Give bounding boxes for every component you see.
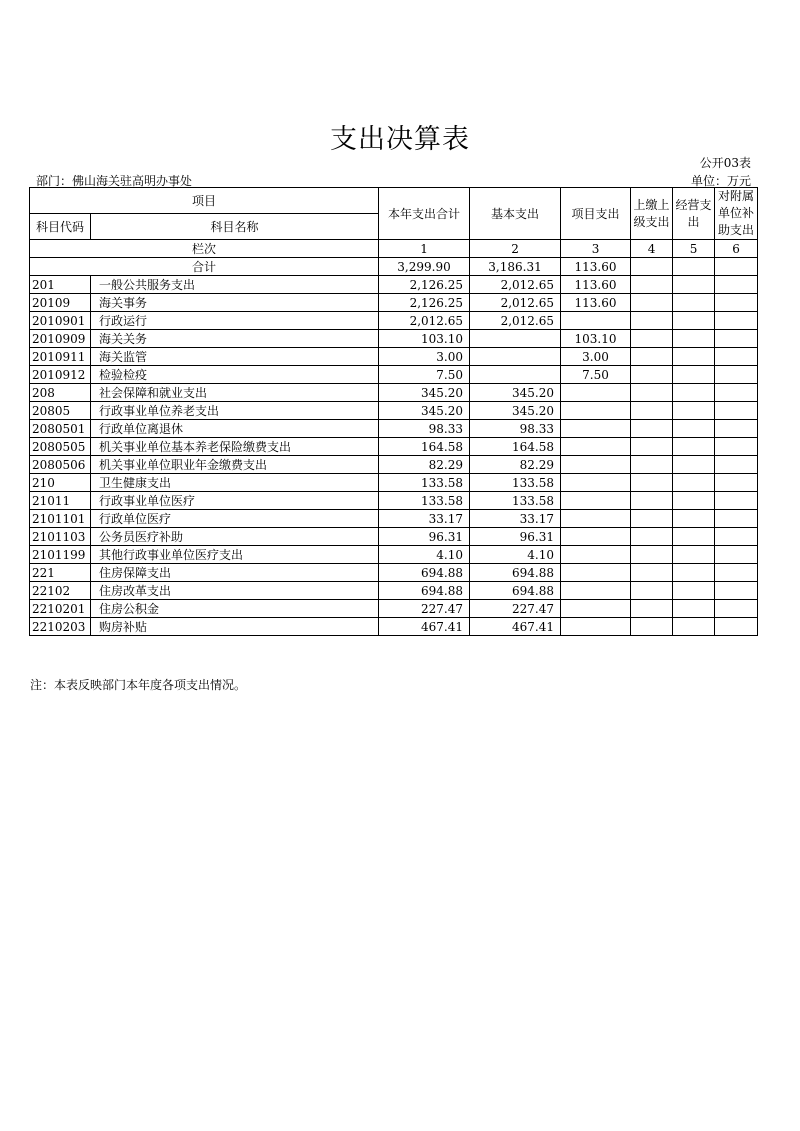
cell-subsidy bbox=[715, 618, 758, 636]
cell-basic: 345.20 bbox=[470, 402, 561, 420]
cell-basic: 345.20 bbox=[470, 384, 561, 402]
page-title: 支出决算表 bbox=[330, 124, 470, 155]
cell-business bbox=[673, 312, 715, 330]
cell-total: 4.10 bbox=[379, 546, 470, 564]
cell-business bbox=[673, 600, 715, 618]
header-total: 本年支出合计 bbox=[379, 188, 470, 240]
sum-basic: 3,186.31 bbox=[470, 258, 561, 276]
cell-project bbox=[561, 528, 631, 546]
cell-code: 208 bbox=[30, 384, 91, 402]
cell-subsidy bbox=[715, 294, 758, 312]
cell-project bbox=[561, 510, 631, 528]
cell-total: 96.31 bbox=[379, 528, 470, 546]
cell-basic: 82.29 bbox=[470, 456, 561, 474]
cell-subsidy bbox=[715, 528, 758, 546]
cell-upper bbox=[631, 438, 673, 456]
cell-upper bbox=[631, 564, 673, 582]
cell-subsidy bbox=[715, 312, 758, 330]
cell-basic: 227.47 bbox=[470, 600, 561, 618]
cell-name: 行政单位离退休 bbox=[91, 420, 379, 438]
cell-code: 2010911 bbox=[30, 348, 91, 366]
cell-code: 2080505 bbox=[30, 438, 91, 456]
cell-name: 海关监管 bbox=[91, 348, 379, 366]
cell-upper bbox=[631, 366, 673, 384]
cell-business bbox=[673, 456, 715, 474]
table-row bbox=[30, 492, 758, 510]
cell-project: 113.60 bbox=[561, 294, 631, 312]
cell-upper bbox=[631, 510, 673, 528]
cell-code: 210 bbox=[30, 474, 91, 492]
table-row bbox=[30, 564, 758, 582]
cell-project bbox=[561, 384, 631, 402]
cell-business bbox=[673, 438, 715, 456]
cell-basic: 96.31 bbox=[470, 528, 561, 546]
table-row bbox=[30, 438, 758, 456]
cell-basic: 694.88 bbox=[470, 564, 561, 582]
cell-total: 98.33 bbox=[379, 420, 470, 438]
cell-name: 其他行政事业单位医疗支出 bbox=[91, 546, 379, 564]
cell-code: 221 bbox=[30, 564, 91, 582]
cell-project bbox=[561, 564, 631, 582]
cell-basic: 2,012.65 bbox=[470, 276, 561, 294]
table-row bbox=[30, 528, 758, 546]
cell-name: 机关事业单位基本养老保险缴费支出 bbox=[91, 438, 379, 456]
table-row bbox=[30, 402, 758, 420]
col-num: 5 bbox=[673, 240, 715, 258]
cell-project bbox=[561, 420, 631, 438]
header-business: 经营支出 bbox=[673, 188, 715, 240]
cell-upper bbox=[631, 294, 673, 312]
cell-total: 133.58 bbox=[379, 492, 470, 510]
expenditure-table bbox=[29, 187, 758, 636]
cell-project bbox=[561, 582, 631, 600]
header-code: 科目代码 bbox=[30, 214, 91, 240]
header-basic: 基本支出 bbox=[470, 188, 561, 240]
table-row bbox=[30, 312, 758, 330]
cell-business bbox=[673, 366, 715, 384]
cell-upper bbox=[631, 546, 673, 564]
cell-name: 住房公积金 bbox=[91, 600, 379, 618]
cell-name: 行政事业单位养老支出 bbox=[91, 402, 379, 420]
cell-upper bbox=[631, 420, 673, 438]
sum-upper bbox=[631, 258, 673, 276]
cell-business bbox=[673, 402, 715, 420]
unit-label: 单位：万元 bbox=[690, 174, 751, 188]
cell-business bbox=[673, 294, 715, 312]
cell-basic: 133.58 bbox=[470, 492, 561, 510]
cell-name: 购房补贴 bbox=[91, 618, 379, 636]
cell-subsidy bbox=[715, 420, 758, 438]
table-row bbox=[30, 474, 758, 492]
cell-name: 机关事业单位职业年金缴费支出 bbox=[91, 456, 379, 474]
cell-project: 3.00 bbox=[561, 348, 631, 366]
cell-basic: 2,012.65 bbox=[470, 294, 561, 312]
col-num: 6 bbox=[715, 240, 758, 258]
cell-basic: 2,012.65 bbox=[470, 312, 561, 330]
cell-name: 公务员医疗补助 bbox=[91, 528, 379, 546]
cell-basic: 33.17 bbox=[470, 510, 561, 528]
header-item: 项目 bbox=[30, 188, 379, 214]
cell-code: 20109 bbox=[30, 294, 91, 312]
cell-code: 2101103 bbox=[30, 528, 91, 546]
row-label: 栏次 bbox=[30, 240, 379, 258]
cell-upper bbox=[631, 492, 673, 510]
col-num: 4 bbox=[631, 240, 673, 258]
cell-project: 113.60 bbox=[561, 276, 631, 294]
cell-code: 2010909 bbox=[30, 330, 91, 348]
header-project: 项目支出 bbox=[561, 188, 631, 240]
cell-upper bbox=[631, 402, 673, 420]
cell-subsidy bbox=[715, 402, 758, 420]
cell-total: 694.88 bbox=[379, 564, 470, 582]
cell-subsidy bbox=[715, 366, 758, 384]
sum-subsidy bbox=[715, 258, 758, 276]
cell-name: 卫生健康支出 bbox=[91, 474, 379, 492]
cell-business bbox=[673, 492, 715, 510]
cell-basic bbox=[470, 330, 561, 348]
cell-name: 检验检疫 bbox=[91, 366, 379, 384]
cell-total: 345.20 bbox=[379, 402, 470, 420]
cell-business bbox=[673, 474, 715, 492]
cell-name: 行政运行 bbox=[91, 312, 379, 330]
cell-code: 201 bbox=[30, 276, 91, 294]
cell-basic: 98.33 bbox=[470, 420, 561, 438]
cell-project bbox=[561, 438, 631, 456]
cell-code: 2210201 bbox=[30, 600, 91, 618]
cell-upper bbox=[631, 600, 673, 618]
cell-business bbox=[673, 420, 715, 438]
footnote: 注：本表反映部门本年度各项支出情况。 bbox=[30, 678, 247, 692]
table-row bbox=[30, 582, 758, 600]
cell-basic: 694.88 bbox=[470, 582, 561, 600]
cell-name: 行政单位医疗 bbox=[91, 510, 379, 528]
cell-upper bbox=[631, 330, 673, 348]
cell-upper bbox=[631, 582, 673, 600]
cell-code: 2210203 bbox=[30, 618, 91, 636]
cell-business bbox=[673, 528, 715, 546]
cell-name: 社会保障和就业支出 bbox=[91, 384, 379, 402]
cell-total: 694.88 bbox=[379, 582, 470, 600]
table-row bbox=[30, 546, 758, 564]
cell-business bbox=[673, 384, 715, 402]
cell-project: 103.10 bbox=[561, 330, 631, 348]
cell-basic: 4.10 bbox=[470, 546, 561, 564]
cell-business bbox=[673, 276, 715, 294]
header-name: 科目名称 bbox=[91, 214, 379, 240]
cell-total: 227.47 bbox=[379, 600, 470, 618]
cell-business bbox=[673, 582, 715, 600]
cell-project bbox=[561, 546, 631, 564]
col-num: 1 bbox=[379, 240, 470, 258]
cell-project: 7.50 bbox=[561, 366, 631, 384]
cell-total: 82.29 bbox=[379, 456, 470, 474]
cell-total: 467.41 bbox=[379, 618, 470, 636]
cell-project bbox=[561, 312, 631, 330]
cell-code: 22102 bbox=[30, 582, 91, 600]
cell-business bbox=[673, 546, 715, 564]
cell-code: 2080506 bbox=[30, 456, 91, 474]
header-subsidy: 对附属单位补助支出 bbox=[715, 188, 758, 240]
cell-upper bbox=[631, 348, 673, 366]
cell-business bbox=[673, 564, 715, 582]
sum-project: 113.60 bbox=[561, 258, 631, 276]
cell-name: 海关事务 bbox=[91, 294, 379, 312]
cell-subsidy bbox=[715, 456, 758, 474]
cell-name: 行政事业单位医疗 bbox=[91, 492, 379, 510]
header-upper: 上缴上级支出 bbox=[631, 188, 673, 240]
cell-business bbox=[673, 348, 715, 366]
cell-code: 2010912 bbox=[30, 366, 91, 384]
cell-upper bbox=[631, 456, 673, 474]
table-row bbox=[30, 330, 758, 348]
cell-project bbox=[561, 600, 631, 618]
cell-code: 2101199 bbox=[30, 546, 91, 564]
cell-total: 345.20 bbox=[379, 384, 470, 402]
cell-name: 住房保障支出 bbox=[91, 564, 379, 582]
department-label: 部门：佛山海关驻高明办事处 bbox=[36, 174, 193, 188]
cell-upper bbox=[631, 528, 673, 546]
cell-name: 住房改革支出 bbox=[91, 582, 379, 600]
cell-basic bbox=[470, 348, 561, 366]
form-number: 公开03表 bbox=[699, 156, 751, 170]
cell-upper bbox=[631, 384, 673, 402]
cell-upper bbox=[631, 276, 673, 294]
table-row bbox=[30, 384, 758, 402]
cell-subsidy bbox=[715, 582, 758, 600]
table-row bbox=[30, 618, 758, 636]
cell-basic: 467.41 bbox=[470, 618, 561, 636]
cell-code: 2101101 bbox=[30, 510, 91, 528]
table-row bbox=[30, 510, 758, 528]
cell-project bbox=[561, 492, 631, 510]
cell-code: 2080501 bbox=[30, 420, 91, 438]
cell-basic: 133.58 bbox=[470, 474, 561, 492]
cell-basic bbox=[470, 366, 561, 384]
cell-total: 2,126.25 bbox=[379, 294, 470, 312]
cell-upper bbox=[631, 474, 673, 492]
table-row bbox=[30, 294, 758, 312]
sum-business bbox=[673, 258, 715, 276]
cell-upper bbox=[631, 618, 673, 636]
cell-total: 164.58 bbox=[379, 438, 470, 456]
cell-subsidy bbox=[715, 600, 758, 618]
cell-code: 2010901 bbox=[30, 312, 91, 330]
cell-subsidy bbox=[715, 510, 758, 528]
cell-total: 133.58 bbox=[379, 474, 470, 492]
cell-project bbox=[561, 456, 631, 474]
cell-total: 2,012.65 bbox=[379, 312, 470, 330]
cell-subsidy bbox=[715, 348, 758, 366]
table-row bbox=[30, 420, 758, 438]
cell-code: 20805 bbox=[30, 402, 91, 420]
table-row bbox=[30, 366, 758, 384]
cell-project bbox=[561, 618, 631, 636]
col-num: 3 bbox=[561, 240, 631, 258]
sum-label: 合计 bbox=[30, 258, 379, 276]
table-row bbox=[30, 456, 758, 474]
cell-upper bbox=[631, 312, 673, 330]
cell-code: 21011 bbox=[30, 492, 91, 510]
cell-name: 一般公共服务支出 bbox=[91, 276, 379, 294]
cell-business bbox=[673, 618, 715, 636]
cell-subsidy bbox=[715, 438, 758, 456]
cell-subsidy bbox=[715, 330, 758, 348]
cell-business bbox=[673, 330, 715, 348]
table-row bbox=[30, 600, 758, 618]
cell-total: 33.17 bbox=[379, 510, 470, 528]
cell-total: 103.10 bbox=[379, 330, 470, 348]
col-num: 2 bbox=[470, 240, 561, 258]
cell-subsidy bbox=[715, 474, 758, 492]
cell-name: 海关关务 bbox=[91, 330, 379, 348]
cell-basic: 164.58 bbox=[470, 438, 561, 456]
cell-subsidy bbox=[715, 276, 758, 294]
sum-total: 3,299.90 bbox=[379, 258, 470, 276]
cell-total: 7.50 bbox=[379, 366, 470, 384]
cell-subsidy bbox=[715, 564, 758, 582]
table-row bbox=[30, 276, 758, 294]
cell-project bbox=[561, 474, 631, 492]
cell-subsidy bbox=[715, 546, 758, 564]
cell-project bbox=[561, 402, 631, 420]
cell-total: 2,126.25 bbox=[379, 276, 470, 294]
table-row bbox=[30, 348, 758, 366]
cell-subsidy bbox=[715, 492, 758, 510]
cell-business bbox=[673, 510, 715, 528]
cell-subsidy bbox=[715, 384, 758, 402]
cell-total: 3.00 bbox=[379, 348, 470, 366]
total-row bbox=[30, 258, 758, 276]
